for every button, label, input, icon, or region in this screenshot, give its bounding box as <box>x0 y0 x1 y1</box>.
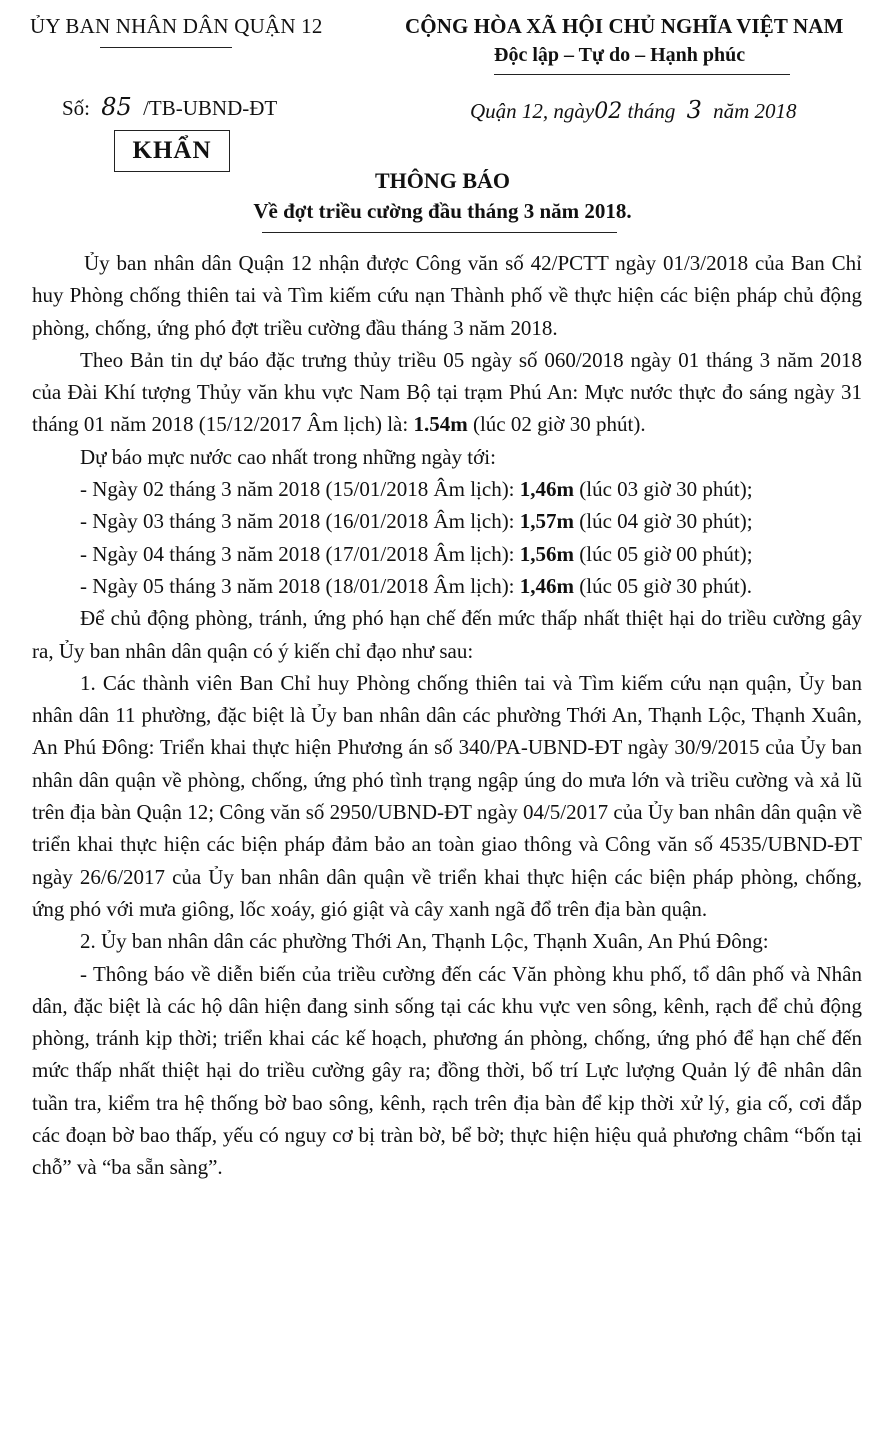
national-title: CỘNG HÒA XÃ HỘI CHỦ NGHĨA VIỆT NAM <box>405 14 844 38</box>
forecast-item <box>32 538 862 570</box>
paragraph-directive-intro: Để chủ động phòng, tránh, ứng phó hạn chế đến mức thấp nhất thiệt hại do triều cường gây ra, Ủy ban nhân dân quận có ý kiến chỉ đạo như sau: <box>32 606 862 663</box>
forecast-level: 1,46m <box>519 477 575 502</box>
paragraph-bulletin <box>32 344 862 441</box>
date-month: 3 <box>686 96 702 124</box>
date-day: 02 <box>594 99 623 124</box>
forecast-date: - Ngày 03 tháng 3 năm 2018 (16/01/2018 Âm lịch): <box>80 509 520 534</box>
motto-underline <box>494 74 790 75</box>
measured-time: (lúc 02 giờ 30 phút). <box>467 412 646 437</box>
forecast-item <box>32 570 862 602</box>
forecast-time: (lúc 03 giờ 30 phút); <box>574 477 753 502</box>
national-motto: Độc lập – Tự do – Hạnh phúc <box>494 44 746 66</box>
document-date <box>470 96 797 124</box>
issuing-agency: ỦY BAN NHÂN DÂN QUẬN 12 <box>30 14 323 38</box>
paragraph-intro: Ủy ban nhân dân Quận 12 nhận được Công văn số 42/PCTT ngày 01/3/2018 của Ban Chỉ huy Phòng chống thiên tai và Tìm kiếm cứu nạn Thành phố về thực hiện các biện pháp chủ động phòng, chống, ứng phó đợt triều cường đầu tháng 3 năm 2018. <box>32 251 862 340</box>
paragraph-directive-1: 1. Các thành viên Ban Chỉ huy Phòng chống thiên tai và Tìm kiếm cứu nạn quận, Ủy ban nhân dân 11 phường, đặc biệt là Ủy ban nhân dân các phường Thới An, Thạnh Lộc, Thạnh Xuân, An Phú Đông: Triển khai thực hiện Phương án số 340/PA-UBND-ĐT ngày 30/9/2015 của Ủy ban nhân dân quận về phòng, chống, ứng phó tình trạng ngập úng do mưa lớn và triều cường và xả lũ trên địa bàn Quận 12; Công văn số 2950/UBND-ĐT ngày 04/5/2017 của Ủy ban nhân dân quận về triển khai thực hiện các biện pháp đảm bảo an toàn giao thông và Công văn số 4535/UBND-ĐT ngày 26/6/2017 của Ủy ban nhân dân quận về triển khai thực hiện các biện pháp phòng, chống, ứng phó với mưa giông, lốc xoáy, gió giật và cây xanh ngã đổ trên địa bàn quận. <box>32 670 862 921</box>
urgent-stamp: KHẨN <box>114 130 230 172</box>
forecast-level: 1,46m <box>519 573 575 598</box>
date-month-label: tháng <box>627 99 676 123</box>
forecast-item <box>32 505 862 537</box>
subtitle-underline <box>262 232 617 233</box>
forecast-level: 1,56m <box>519 541 575 566</box>
forecast-intro: Dự báo mực nước cao nhất trong những ngày tới: <box>80 444 496 469</box>
forecast-time: (lúc 04 giờ 30 phút); <box>574 509 753 534</box>
forecast-date: - Ngày 05 tháng 3 năm 2018 (18/01/2018 Âm lịch): <box>80 573 520 598</box>
forecast-date: - Ngày 04 tháng 3 năm 2018 (17/01/2018 Âm lịch): <box>80 541 520 566</box>
document-number-value: 85 <box>101 93 132 121</box>
date-year: năm 2018 <box>713 99 797 123</box>
bulletin-text: Theo Bản tin dự báo đặc trưng thủy triều 05 ngày số 060/2018 ngày 01 tháng 3 năm 2018 của Đài Khí tượng Thủy văn khu vực Nam Bộ tại trạm Phú An: Mực nước thực đo sáng ngày 31 tháng 01 năm 2018 (15/12/2017 Âm lịch) là: <box>32 347 862 437</box>
paragraph-directive-2: 2. Ủy ban nhân dân các phường Thới An, Thạnh Lộc, Thạnh Xuân, An Phú Đông: <box>80 929 769 954</box>
forecast-date: - Ngày 02 tháng 3 năm 2018 (15/01/2018 Âm lịch): <box>80 477 520 502</box>
document-body <box>32 247 862 1184</box>
document-number <box>62 93 277 121</box>
agency-underline <box>100 47 232 48</box>
forecast-item <box>32 473 862 505</box>
document-subtitle: Về đợt triều cường đầu tháng 3 năm 2018. <box>253 199 632 223</box>
forecast-level: 1,57m <box>519 509 575 534</box>
paragraph-directive-2-detail: - Thông báo về diễn biến của triều cường đến các Văn phòng khu phố, tổ dân phố và Nhân dân, đặc biệt là các hộ dân hiện đang sinh sống tại các khu vực ven sông, kênh, rạch để chủ động phòng, tránh kịp thời; triển khai các kế hoạch, phương án phòng, chống, ứng phó để hạn chế đến mức thấp nhất thiệt hại do triều cường gây ra; đồng thời, bố trí Lực lượng Quản lý đê nhân dân tuần tra, kiểm tra hệ thống bờ bao sông, kênh, rạch trên địa bàn để kịp thời xử lý, gia cố, cơi đắp các đoạn bờ bao thấp, yếu có nguy cơ bị tràn bờ, bể bờ; thực hiện hiệu quả phương châm “bốn tại chỗ” và “ba sẵn sàng”. <box>32 961 862 1180</box>
document-title: THÔNG BÁO <box>374 168 511 193</box>
date-place: Quận 12, ngày <box>470 99 595 123</box>
forecast-time: (lúc 05 giờ 00 phút); <box>574 541 753 566</box>
document-number-suffix: /TB-UBND-ĐT <box>143 96 278 120</box>
measured-level: 1.54m <box>413 412 468 437</box>
document-number-label: Số: <box>62 96 91 120</box>
forecast-time: (lúc 05 giờ 30 phút). <box>574 573 752 598</box>
